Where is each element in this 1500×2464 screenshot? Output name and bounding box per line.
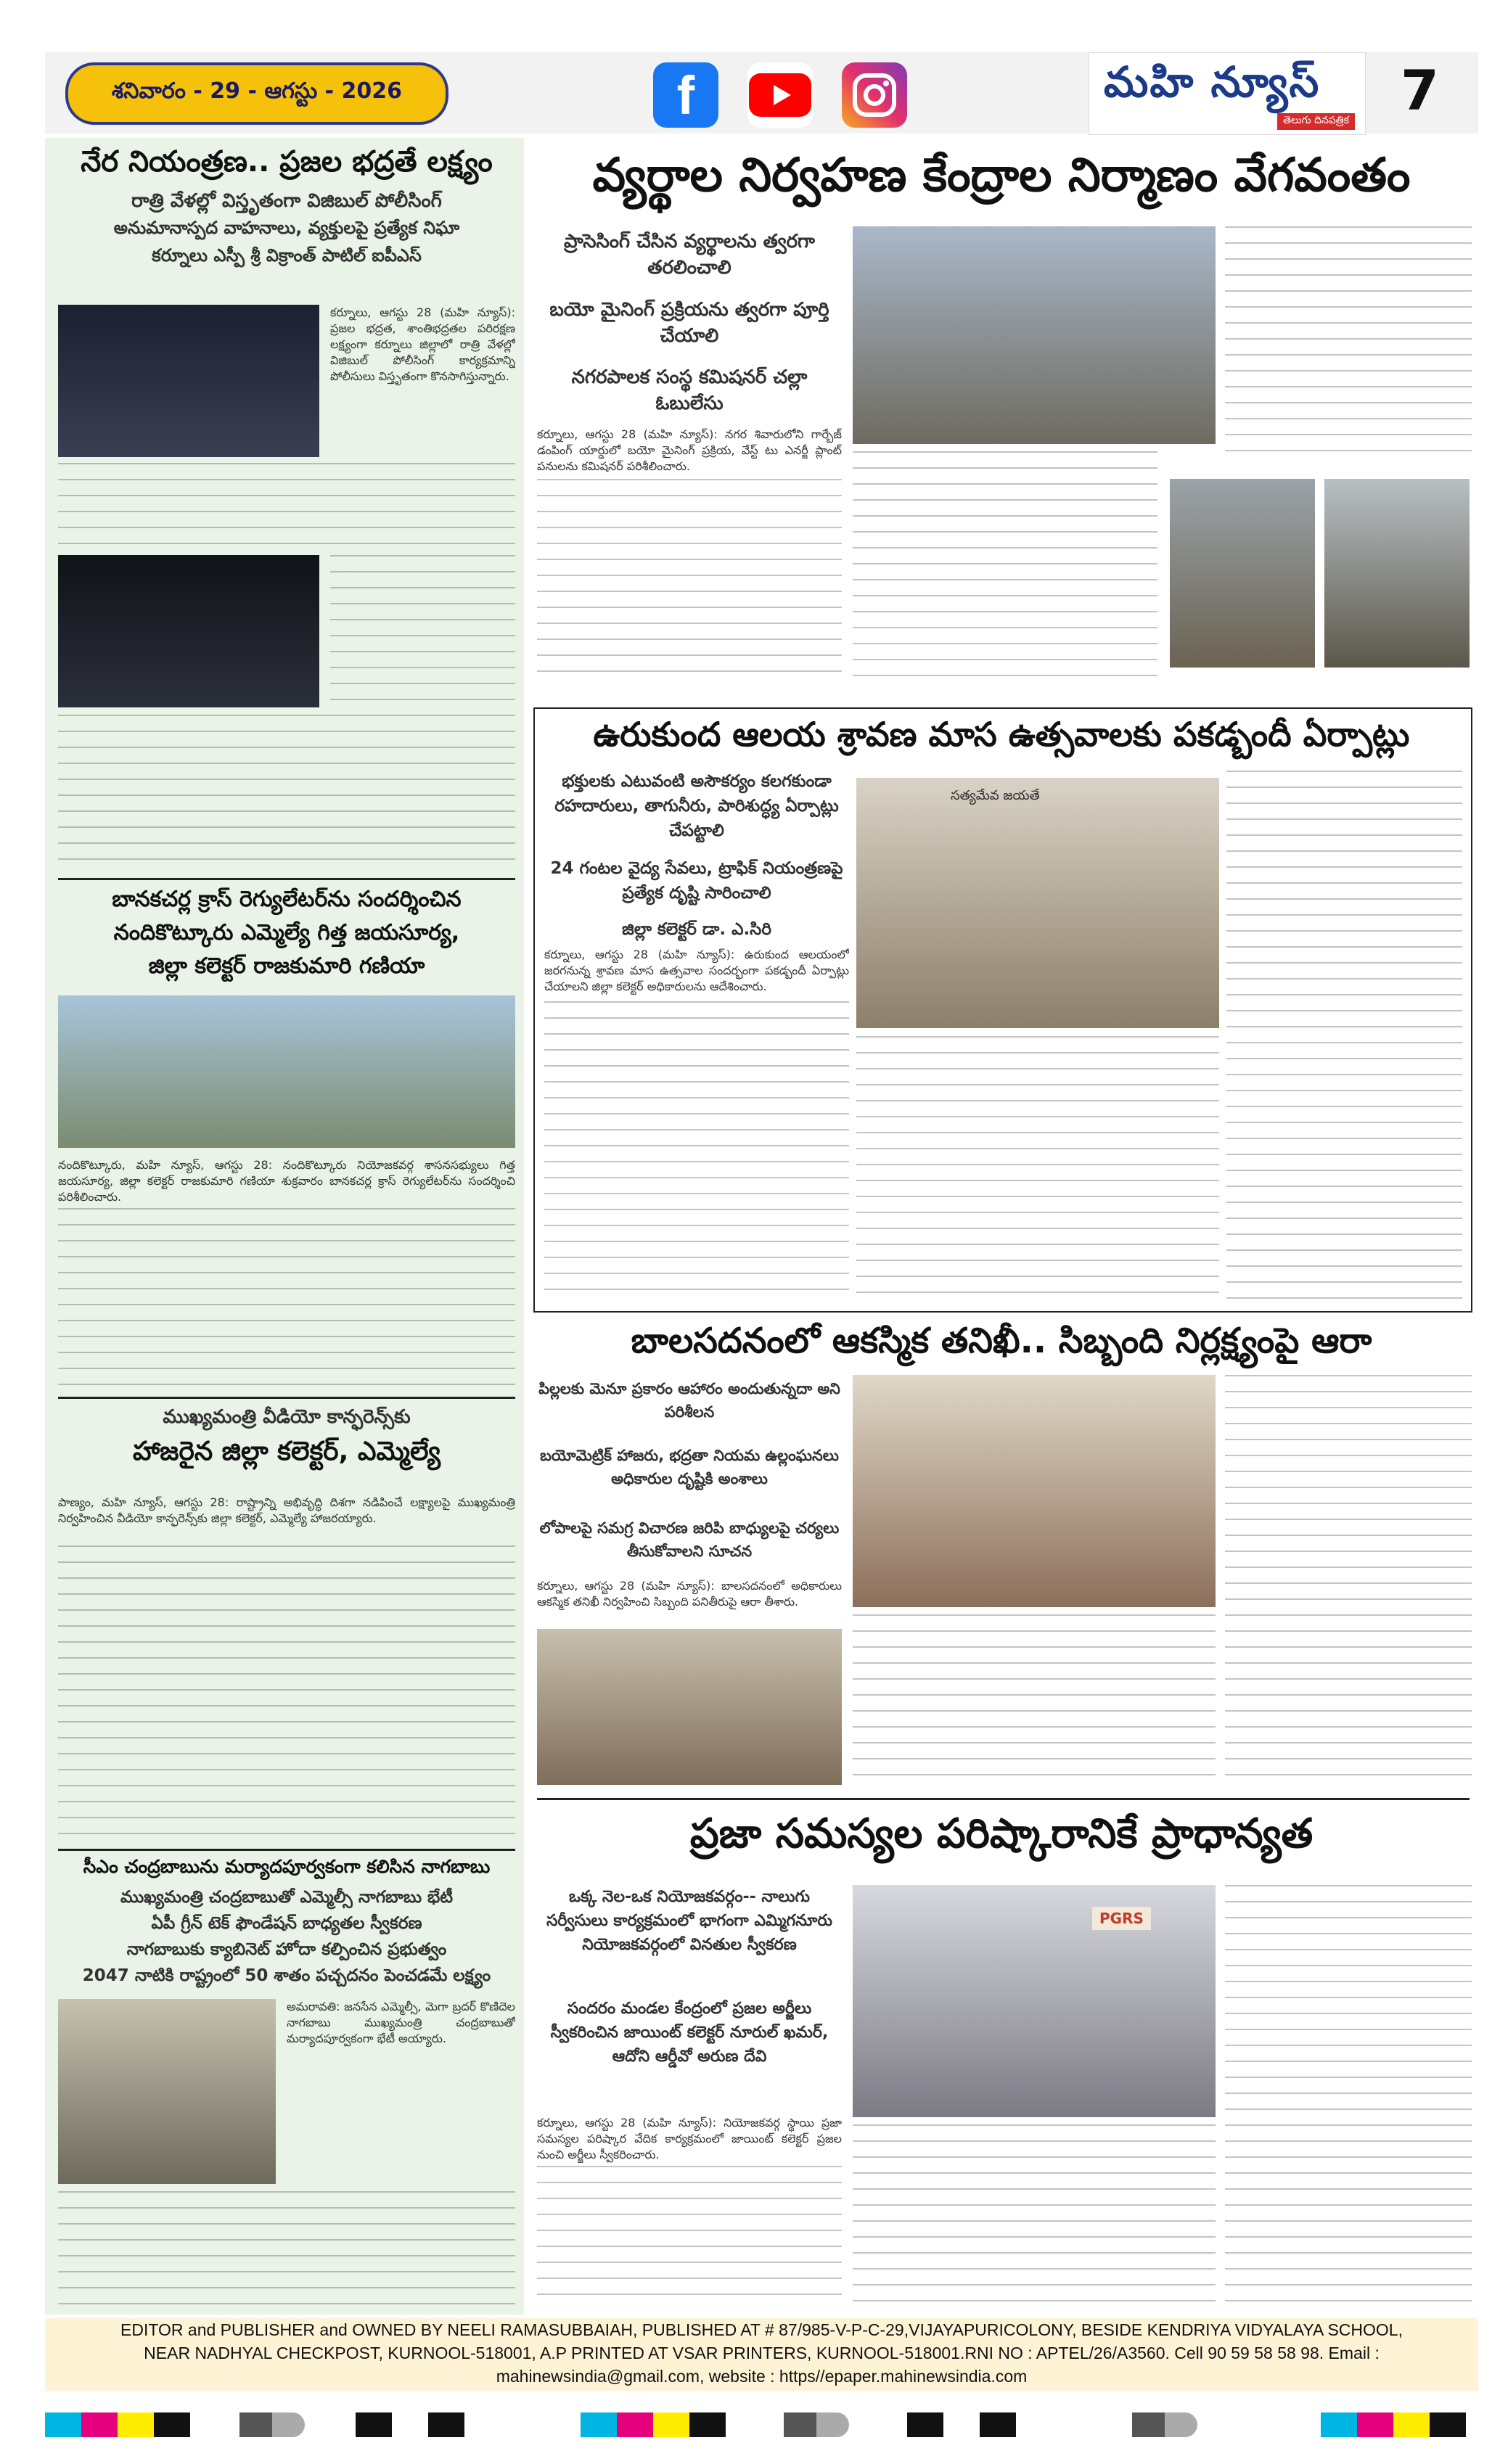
- article-subheadline: బయో మైనింగ్ ప్రక్రియను త్వరగా పూర్తి చేయాలి: [549, 299, 829, 347]
- color-registration-bar: [239, 2412, 305, 2437]
- news-photo: [58, 555, 319, 707]
- article-headline: బాలసదనంలో ఆకస్మిక తనిఖీ.. సిబ్బంది నిర్లక్ష్యంపై ఆరా: [631, 1321, 1372, 1361]
- article-body: కర్నూలు, ఆగస్టు 28 (మహి న్యూస్): ఉరుకుంద ఆలయంలో జరగనున్న శ్రావణ మాస ఉత్సవాల సందర్భంగా పకడ్బందీ ఏర్పాట్లు చేయాలని జిల్లా కలెక్టర్ అధికారులను ఆదేశించారు.: [544, 948, 849, 993]
- article-body-text: [330, 555, 515, 707]
- article-subheadline: ముఖ్యమంత్రి చంద్రబాబుతో ఎమ్మెల్సీ నాగబాబు భేటీ: [120, 1888, 454, 1907]
- article-body-text: [1225, 226, 1472, 466]
- article-body-text: [853, 1614, 1216, 1785]
- color-registration-bar: [581, 2412, 726, 2437]
- article-body-text: [1225, 1885, 1472, 2307]
- article-subheadline: బయోమెట్రిక్ హాజరు, భద్రతా నియమ ఉల్లంఘనలు అధికారుల దృష్టికి అంశాలు: [540, 1447, 839, 1487]
- article-body-text: [58, 715, 515, 867]
- news-photo: [58, 1999, 276, 2184]
- article-kicker: ముఖ్యమంత్రి వీడియో కాన్ఫరెన్స్‌కు: [163, 1406, 411, 1428]
- article-headline: జిల్లా కలెక్టర్ రాజకుమారి గణియా: [148, 953, 425, 979]
- publisher-footer: [45, 2318, 1478, 2391]
- color-registration-bar: [907, 2412, 1052, 2437]
- article-subheadline: నగరపాలక సంస్థ కమిషనర్ చల్లా ఓబులేసు: [571, 366, 808, 414]
- article-body: పాణ్యం, మహి న్యూస్, ఆగస్టు 28: రాష్ట్రాన్ని అభివృద్ధి దిశగా నడిపించే లక్ష్యాలపై ముఖ్యమంత్రి నిర్వహించిన వీడియో కాన్ఫరెన్స్‌కు జిల్లా కలెక్టర్, ఎమ్మెల్యే హాజరయ్యారు.: [58, 1495, 515, 1525]
- photo-banner: సత్యమేవ జయతే: [951, 788, 1040, 803]
- news-photo: [853, 226, 1216, 444]
- divider: [58, 1849, 515, 1851]
- youtube-icon[interactable]: [747, 62, 813, 128]
- news-photo: [856, 778, 1219, 1028]
- article-body-text: [537, 2166, 842, 2307]
- article-headline: నందికొట్కూరు ఎమ్మెల్యే గిత్త జయసూర్య,: [113, 920, 460, 945]
- news-photo: [58, 305, 319, 457]
- article-body: కర్నూలు, ఆగస్టు 28 (మహి న్యూస్): నియోజకవర్గ స్థాయి ప్రజా సమస్యల పరిష్కార వేదిక కార్యక్రమంలో జాయింట్ కలెక్టర్ ప్రజల నుంచి అర్జీలు స్వీకరించారు.: [537, 2116, 842, 2161]
- article-subheadline: జిల్లా కలెక్టర్ డా. ఎ.సిరి: [622, 920, 771, 939]
- footer-line: NEAR NADHYAL CHECKPOST, KURNOOL-518001, A.P PRINTED AT VSAR PRINTERS, KURNOOL-518001.RNI NO : APTEL/26/A3560. Cell 90 59 58 58 98. Email :: [144, 2344, 1380, 2362]
- article-subheadline: ఒక్క నెల-ఒక నియోజకవర్గం-- నాలుగు సర్వీసులు కార్యక్రమంలో భాగంగా ఎమ్మిగనూరు నియోజకవర్గంలో వినతుల స్వీకరణ: [546, 1888, 833, 1954]
- article-subheadline: నాగబాబుకు క్యాబినెట్ హోదా కల్పించిన ప్రభుత్వం: [126, 1940, 447, 1959]
- article-body-text: [853, 2124, 1216, 2307]
- masthead-logo: [1089, 52, 1366, 135]
- article-subheadline: 2047 నాటికి రాష్ట్రంలో 50 శాతం పచ్చదనం పెంచడమే లక్ష్యం: [82, 1966, 491, 1985]
- article-headline: బానకచర్ల క్రాస్ రెగ్యులేటర్‌ను సందర్శించిన: [112, 887, 462, 912]
- article-body: నందికొట్కూరు, మహి న్యూస్, ఆగస్టు 28: నందికొట్కూరు నియోజకవర్గ శాసనసభ్యులు గిత్త జయసూర్య, జిల్లా కలెక్టర్ రాజకుమారి గణియా శుక్రవారం బానకచర్ల క్రాస్ రెగ్యులేటర్‌ను సందర్శించి పరిశీలించారు.: [58, 1158, 515, 1204]
- news-photo: [853, 1375, 1216, 1607]
- article-body-text: [58, 2191, 515, 2307]
- instagram-icon[interactable]: [842, 62, 907, 128]
- article-body-text: [58, 463, 515, 550]
- article-body-text: [58, 1208, 515, 1386]
- page-number: 7: [1401, 58, 1439, 123]
- divider: [58, 878, 515, 880]
- masthead-title: మహి న్యూస్: [1104, 57, 1321, 107]
- color-registration-bar: [784, 2412, 849, 2437]
- article-body-text: [58, 1545, 515, 1839]
- article-subheadline: లోపాలపై సమగ్ర విచారణ జరిపి బాధ్యులపై చర్యలు తీసుకోవాలని సూచన: [539, 1519, 840, 1560]
- article-subheadline: రాత్రి వేళల్లో విస్తృతంగా విజిబుల్ పోలీసింగ్: [131, 190, 442, 212]
- article-body-text: [1225, 1375, 1472, 1785]
- color-registration-bar: [1132, 2412, 1197, 2437]
- article-headline: ప్రజా సమస్యల పరిష్కారానికే ప్రాధాన్యత: [689, 1810, 1313, 1857]
- photo-banner: PGRS: [1092, 1907, 1151, 1930]
- footer-line: EDITOR and PUBLISHER and OWNED BY NEELI RAMASUBBAIAH, PUBLISHED AT # 87/985-V-P-C-29,VIJAYAPURICOLONY, BESIDE KENDRIYA VIDYALAYA SCHOOL,: [120, 2320, 1403, 2339]
- date-badge: శనివారం - 29 - ఆగస్టు - 2026: [65, 62, 448, 125]
- color-registration-bar: [1321, 2412, 1466, 2437]
- article-body-text: [856, 1036, 1219, 1299]
- article-subheadline: ఏపీ గ్రీన్ టెక్ ఫౌండేషన్ బాధ్యతల స్వీకరణ: [151, 1914, 422, 1933]
- article-subheadline: ప్రాసెసింగ్ చేసిన వ్యర్థాలను త్వరగా తరలించాలి: [564, 231, 815, 279]
- article-subheadline: అనుమానాస్పద వాహనాలు, వ్యక్తులపై ప్రత్యేక నిఘా: [113, 218, 460, 238]
- news-photo: [537, 1629, 842, 1785]
- news-photo: [853, 1885, 1216, 2117]
- article-subheadline: కర్నూలు ఎస్పీ శ్రీ విక్రాంత్ పాటిల్ ఐపీఎస్: [152, 245, 422, 266]
- article-subheadline: సందరం మండల కేంద్రంలో ప్రజల అర్జీలు స్వీకరించిన జాయింట్ కలెక్టర్ నూరుల్ ఖమర్, ఆదోని ఆర్డీవో అరుణ దేవి: [550, 2000, 829, 2066]
- divider: [58, 1397, 515, 1399]
- article-body: కర్నూలు, ఆగస్టు 28 (మహి న్యూస్): బాలసదనంలో అధికారులు ఆకస్మిక తనిఖీ నిర్వహించి సిబ్బంది పనితీరుపై ఆరా తీశారు.: [537, 1579, 842, 1609]
- article-headline: నేర నియంత్రణ.. ప్రజల భద్రతే లక్ష్యం: [81, 145, 493, 178]
- article-subheadline: పిల్లలకు మెనూ ప్రకారం ఆహారం అందుతున్నదా అని పరిశీలన: [538, 1380, 840, 1421]
- article-body: అమరావతి: జనసేన ఎమ్మెల్సీ, మెగా బ్రదర్ కొణిదెల నాగబాబు ముఖ్యమంత్రి చంద్రబాబుతో మర్యాదపూర్వకంగా భేటీ అయ్యారు.: [287, 2000, 515, 2045]
- news-photo: [1324, 479, 1470, 668]
- news-photo: [1170, 479, 1315, 668]
- article-body-text: [537, 479, 842, 675]
- article-body-text: [1226, 771, 1462, 1299]
- article-body-text: [853, 451, 1157, 676]
- divider: [537, 1798, 1470, 1800]
- article-body-text: [544, 1001, 849, 1299]
- footer-line: mahinewsindia@gmail.com, website : https//epaper.mahinewsindia.com: [496, 2367, 1028, 2386]
- facebook-icon[interactable]: f: [653, 62, 718, 128]
- article-body: కర్నూలు, ఆగస్టు 28 (మహి న్యూస్): ప్రజల భద్రత, శాంతిభద్రతల పరిరక్షణ లక్ష్యంగా కర్నూలు జిల్లాలో రాత్రి వేళల్లో విజిబుల్ పోలీసింగ్ కార్యక్రమాన్ని పోలీసులు విస్తృతంగా కొనసాగిస్తున్నారు.: [330, 305, 515, 383]
- article-headline: సీఎం చంద్రబాబును మర్యాదపూర్వకంగా కలిసిన నాగబాబు: [83, 1856, 491, 1877]
- article-headline: హాజరైన జిల్లా కలెక్టర్, ఎమ్మెల్యే: [132, 1437, 441, 1466]
- article-headline: ఉరుకుంద ఆలయ శ్రావణ మాస ఉత్సవాలకు పకడ్బందీ ఏర్పాట్లు: [593, 715, 1410, 754]
- article-subheadline: భక్తులకు ఎటువంటి అసౌకర్యం కలగకుండా రహదారులు, తాగునీరు, పారిశుద్ధ్య ఏర్పాట్లు చేపట్టాలి: [554, 772, 839, 840]
- article-subheadline: 24 గంటల వైద్య సేవలు, ట్రాఫిక్ నియంత్రణపై ప్రత్యేక దృష్టి సారించాలి: [550, 859, 843, 903]
- color-registration-bar: [45, 2412, 190, 2437]
- news-photo: [58, 995, 515, 1148]
- article-body: కర్నూలు, ఆగస్టు 28 (మహి న్యూస్): నగర శివారులోని గార్బేజ్ డంపింగ్ యార్డులో బయో మైనింగ్ ప్రక్రియ, వేస్ట్ టు ఎనర్జీ ప్లాంట్ పనులను కమిషనర్ పరిశీలించారు.: [537, 427, 842, 473]
- masthead-tagline: తెలుగు దినపత్రిక: [1277, 113, 1355, 130]
- article-headline: వ్యర్థాల నిర్వహణ కేంద్రాల నిర్మాణం వేగవంతం: [592, 149, 1411, 202]
- color-registration-bar: [356, 2412, 501, 2437]
